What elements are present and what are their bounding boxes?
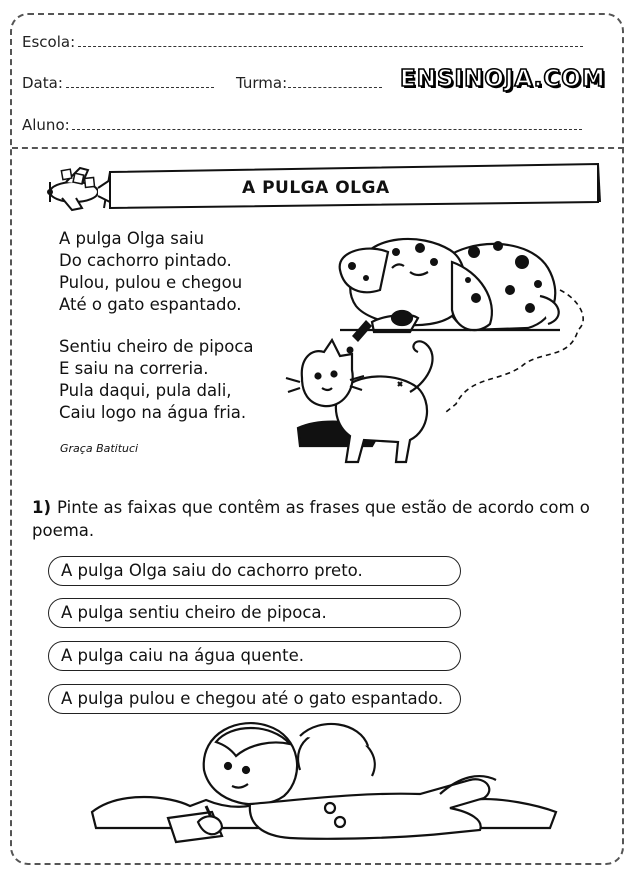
poem-line: E saiu na correria. [59,359,209,378]
answer-option-1[interactable]: A pulga Olga saiu do cachorro preto. [48,556,461,586]
poem-line: Até o gato espantado. [59,295,242,314]
question-prompt: Pinte as faixas que contêm as frases que estão de acordo com o poema. [32,498,590,540]
question-number: 1) [32,498,52,517]
poem-line: Sentiu cheiro de pipoca [59,337,254,356]
date-label: Data: [22,74,63,92]
poem-line: Caiu logo na água fria. [59,403,247,422]
poem-line: Pulou, pulou e chegou [59,273,243,292]
poem-line: Do cachorro pintado. [59,251,232,270]
brand-logo: ENSINOJA.COM [400,66,606,92]
answer-option-2[interactable]: A pulga sentiu cheiro de pipoca. [48,598,461,628]
poem-line: A pulga Olga saiu [59,229,205,248]
school-label: Escola: [22,33,76,51]
poem-author: Graça Batituci [60,442,139,455]
poem-title: A PULGA OLGA [242,178,390,198]
poem-line: Pula daqui, pula dali, [59,381,232,400]
answer-option-3[interactable]: A pulga caiu na água quente. [48,641,461,671]
answer-option-4[interactable]: A pulga pulou e chegou até o gato espantado. [48,684,461,714]
class-label: Turma: [236,74,288,92]
student-label: Aluno: [22,116,70,134]
